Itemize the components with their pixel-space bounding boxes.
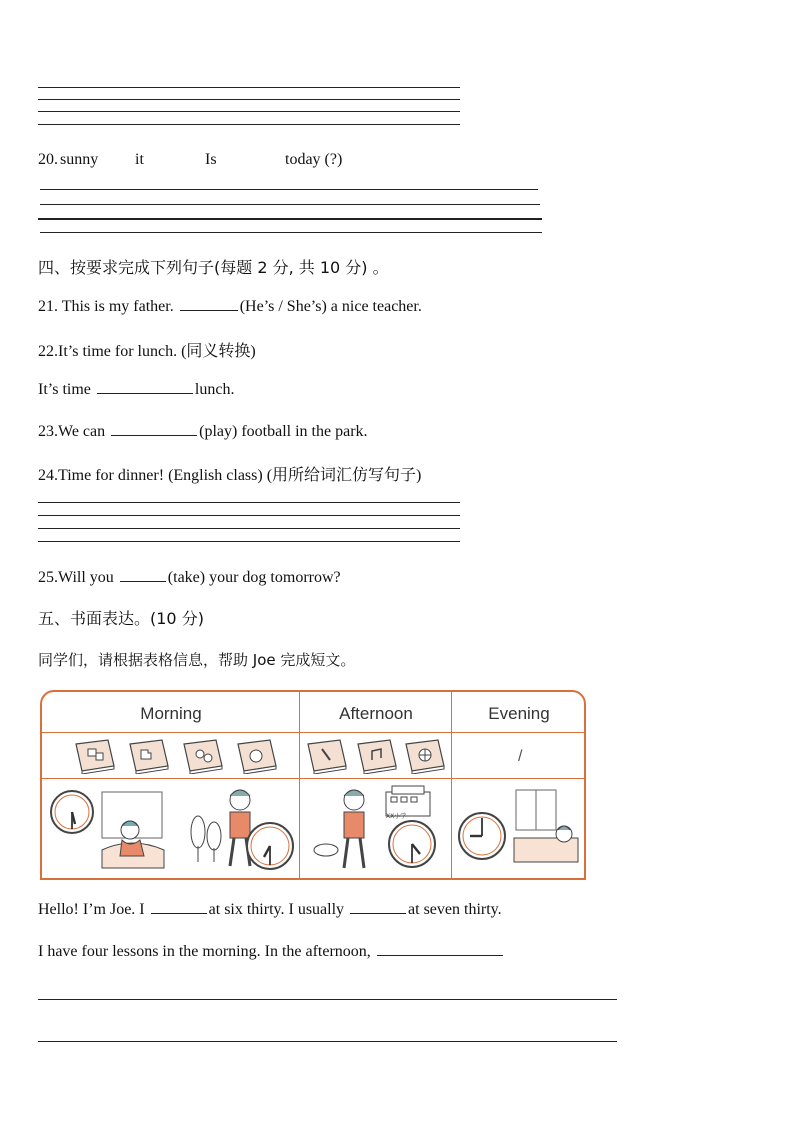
question-number: 25. (38, 569, 58, 586)
book-music-icon (234, 738, 280, 774)
book-puzzle-icon (126, 738, 172, 774)
answer-line[interactable] (38, 111, 460, 112)
question-text: It’s time for lunch. (同义转换) (58, 343, 256, 360)
question-number: 23. (38, 423, 58, 440)
book-science-icon (304, 738, 350, 774)
fill-blank[interactable] (120, 567, 166, 582)
section-heading: 四、按要求完成下列句子(每题 2 分, 共 10 分) 。 (38, 258, 389, 277)
paragraph-text: Hello! I’m Joe. I (38, 901, 149, 918)
question-21 (38, 296, 422, 316)
question-20 (38, 151, 398, 171)
answer-line[interactable] (38, 1041, 617, 1042)
school-sign: XX小学 (386, 813, 407, 820)
paragraph-text: at seven thirty. (408, 901, 502, 918)
answer-line[interactable] (38, 99, 460, 100)
row-divider (42, 778, 584, 779)
evening-no-lessons: / (518, 748, 523, 765)
answer-line[interactable] (38, 999, 617, 1000)
header-evening: Evening (488, 704, 550, 723)
section-heading: 五、书面表达。(10 分) (38, 609, 204, 628)
question-text: (He’s / She’s) a nice teacher. (239, 298, 422, 315)
fill-blank[interactable] (111, 421, 197, 436)
boy-waking-up-icon (98, 790, 168, 874)
question-number: 20. (38, 151, 58, 168)
answer-line[interactable] (38, 124, 460, 125)
clock-six-thirty-icon (48, 788, 96, 836)
question-text: Time for dinner! (English class) (用所给词汇仿写句子) (58, 467, 422, 484)
book-pe-icon (402, 738, 448, 774)
fill-blank[interactable] (180, 296, 238, 311)
column-divider (299, 692, 300, 880)
answer-line[interactable] (38, 87, 460, 88)
boy-sleeping-icon (508, 788, 584, 868)
writing-line-1 (38, 899, 502, 919)
book-song-icon (354, 738, 400, 774)
question-24 (38, 462, 421, 485)
clock-four-thirty-icon (386, 818, 438, 870)
schedule-table (40, 690, 586, 880)
question-number: 22. (38, 343, 58, 360)
answer-line[interactable] (38, 541, 460, 542)
answer-prefix: It’s time (38, 381, 95, 398)
question-text: . This is my father. (54, 298, 178, 315)
column-divider (451, 692, 452, 880)
fill-blank[interactable] (377, 941, 503, 956)
question-25 (38, 567, 341, 587)
book-math-icon (72, 738, 118, 774)
answer-line[interactable] (40, 189, 538, 190)
answer-line[interactable] (38, 528, 460, 529)
question-22-answer (38, 379, 234, 399)
fill-blank[interactable] (97, 379, 193, 394)
scrambled-word: sunny (60, 151, 99, 168)
scrambled-word: today (?) (285, 151, 343, 168)
answer-line[interactable] (38, 218, 542, 220)
answer-line[interactable] (40, 204, 540, 205)
answer-line[interactable] (38, 515, 460, 516)
question-text: We can (58, 423, 110, 440)
question-22 (38, 338, 256, 361)
fill-blank[interactable] (350, 899, 406, 914)
question-text: Will you (58, 569, 118, 586)
scrambled-word: Is (205, 151, 217, 168)
header-afternoon: Afternoon (339, 704, 413, 723)
paragraph-text: I have four lessons in the morning. In the afternoon, (38, 943, 375, 960)
question-text: (take) your dog tomorrow? (167, 569, 341, 586)
row-divider (42, 732, 584, 733)
clock-seven-thirty-icon (244, 820, 296, 872)
paragraph-text: at six thirty. I usually (208, 901, 349, 918)
clock-nine-icon (456, 810, 508, 862)
header-morning: Morning (140, 704, 202, 723)
scrambled-word: it (135, 151, 144, 168)
question-number: 24. (38, 467, 58, 484)
book-abc-icon (180, 738, 226, 774)
answer-line[interactable] (40, 232, 542, 233)
answer-suffix: lunch. (194, 381, 235, 398)
question-text: (play) football in the park. (199, 423, 368, 440)
boy-leaving-school-icon (310, 784, 380, 874)
writing-line-2 (38, 941, 505, 961)
fill-blank[interactable] (151, 899, 207, 914)
trees-icon (188, 810, 226, 866)
instruction-text: 同学们，请根据表格信息，帮助 Joe 完成短文。 (38, 651, 356, 669)
answer-line[interactable] (38, 502, 460, 503)
question-23 (38, 421, 368, 441)
question-number: 21 (38, 298, 54, 315)
